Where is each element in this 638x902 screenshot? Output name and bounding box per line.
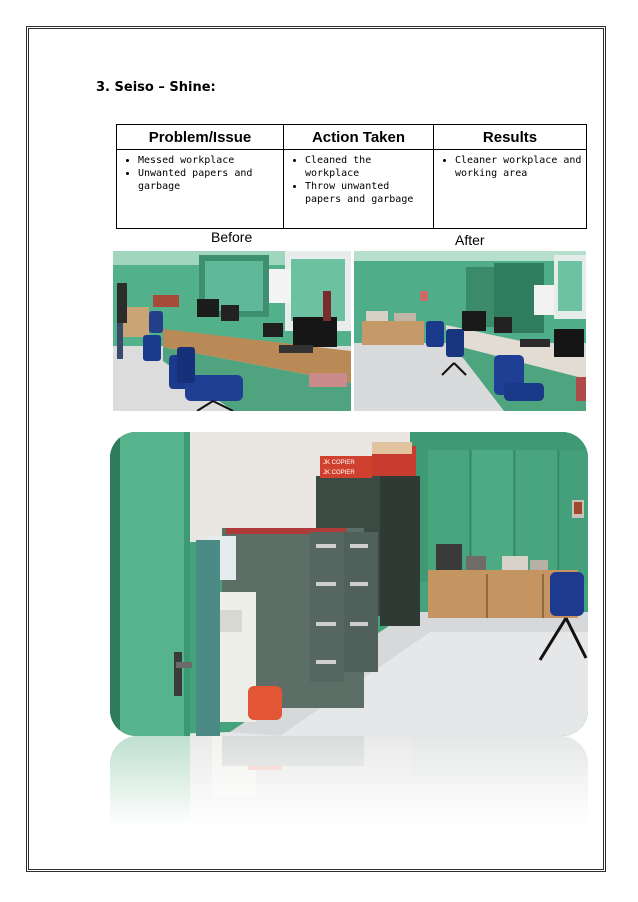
list-item: • Cleaner workplace and working area	[455, 154, 582, 180]
action-cell	[284, 150, 434, 229]
section-heading: 3. Seiso – Shine:	[96, 80, 216, 95]
seiso-table	[116, 124, 587, 229]
box-label-1: JK COPIER	[323, 460, 355, 466]
storage-room-photo	[110, 432, 588, 736]
table-row	[117, 150, 587, 229]
list-item: • Cleaned the workplace	[305, 154, 429, 180]
header-results: Results	[434, 125, 587, 150]
after-caption: After	[455, 232, 485, 248]
header-action: Action Taken	[284, 125, 434, 150]
before-caption: Before	[211, 229, 253, 245]
problem-cell	[117, 150, 284, 229]
list-item: • Unwanted papers and garbage	[138, 167, 279, 193]
before-photo	[113, 251, 351, 411]
list-item: • Messed workplace	[138, 154, 279, 167]
results-cell	[434, 150, 587, 229]
table-header-row	[117, 125, 587, 150]
list-item: • Throw unwanted papers and garbage	[305, 180, 429, 206]
box-label-2: JK COPIER	[323, 470, 355, 476]
photo-reflection	[110, 736, 588, 826]
header-problem: Problem/Issue	[117, 125, 284, 150]
after-photo	[354, 251, 586, 411]
